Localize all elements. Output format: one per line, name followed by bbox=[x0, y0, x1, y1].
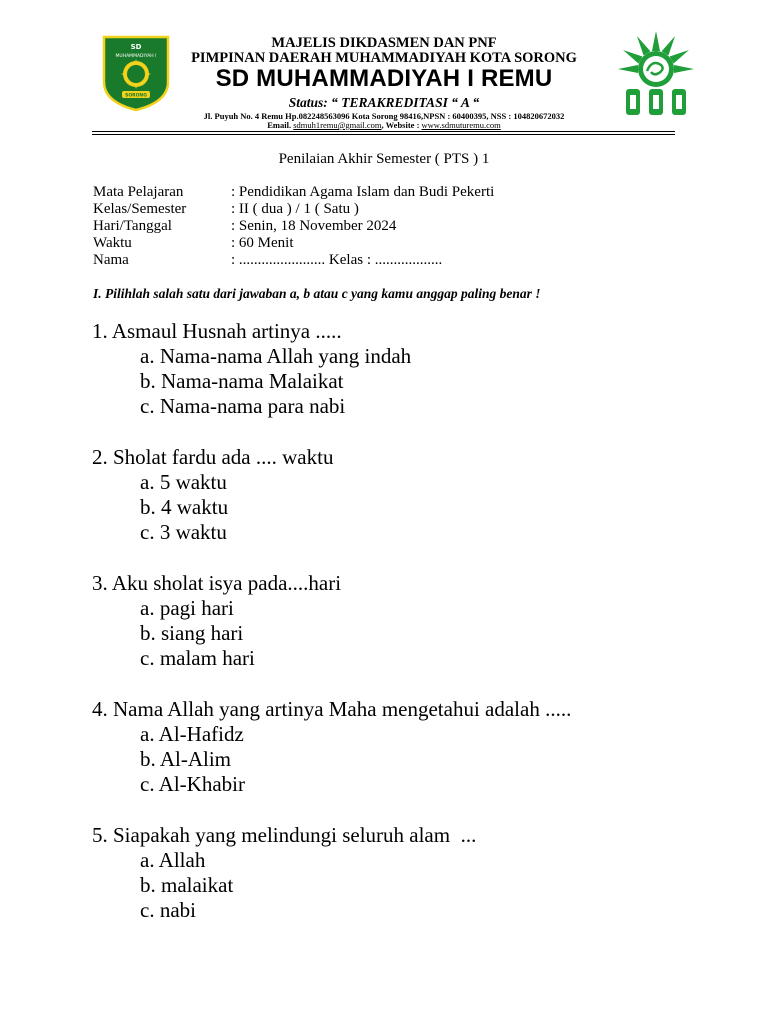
contact-line bbox=[0, 120, 768, 130]
info-row-class bbox=[93, 201, 494, 218]
website-link[interactable]: www.sdmuturemu.com bbox=[421, 120, 501, 130]
question-1-option-c: c. Nama-nama para nabi bbox=[140, 394, 346, 418]
logo-text-sd: SD bbox=[130, 43, 142, 51]
question-3-option-c: c. malam hari bbox=[140, 646, 255, 670]
question-2-option-c: c. 3 waktu bbox=[140, 520, 227, 544]
info-label: Mata Pelajaran bbox=[93, 184, 184, 200]
info-row-date bbox=[93, 218, 494, 235]
header-divider-thick bbox=[92, 131, 675, 132]
question-2-option-a: a. 5 waktu bbox=[140, 470, 227, 494]
question-4-option-a: a. Al-Hafidz bbox=[140, 722, 244, 746]
school-address: Jl. Puyuh No. 4 Remu Hp.082248563096 Kota Sorong 98416,NPSN : 60400395, NSS : 104820672032 bbox=[203, 111, 565, 121]
question-3-option-b: b. siang hari bbox=[140, 621, 244, 645]
info-value: : Pendidikan Agama Islam dan Budi Pekerti bbox=[231, 184, 495, 200]
question-4: 4. Nama Allah yang artinya Maha mengetahui adalah ..... bbox=[92, 697, 572, 721]
header-divider-thin bbox=[92, 134, 675, 135]
question-3: 3. Aku sholat isya pada....hari bbox=[92, 571, 342, 595]
info-value: : ....................... Kelas : .................. bbox=[231, 252, 443, 268]
logo-text-muhammadiyah: MUHAMMADIYAH I bbox=[115, 54, 157, 59]
info-value: : II ( dua ) / 1 ( Satu ) bbox=[231, 201, 359, 217]
question-5: 5. Siapakah yang melindungi seluruh alam ... bbox=[92, 823, 477, 847]
info-row-name bbox=[93, 252, 494, 269]
question-1-option-a: a. Nama-nama Allah yang indah bbox=[140, 344, 412, 368]
info-row-subject bbox=[93, 184, 494, 201]
exam-info-table bbox=[93, 184, 494, 269]
question-2: 2. Sholat fardu ada .... waktu bbox=[92, 445, 334, 469]
email-label: Email. bbox=[267, 120, 292, 130]
question-1-option-b: b. Nama-nama Malaikat bbox=[140, 369, 344, 393]
question-5-option-c: c. nabi bbox=[140, 898, 196, 922]
info-label: Kelas/Semester bbox=[93, 201, 187, 217]
question-1: 1. Asmaul Husnah artinya ..... bbox=[92, 319, 342, 343]
exam-title: Penilaian Akhir Semester ( PTS ) 1 bbox=[278, 151, 490, 167]
header-pimpinan: PIMPINAN DAERAH MUHAMMADIYAH KOTA SORONG bbox=[191, 50, 577, 66]
question-4-option-b: b. Al-Alim bbox=[140, 747, 232, 771]
school-name: SD MUHAMMADIYAH I REMU bbox=[215, 65, 553, 92]
question-3-option-a: a. pagi hari bbox=[140, 596, 234, 620]
website-label: , Website : bbox=[381, 120, 420, 130]
instruction-text: I. Pilihlah salah satu dari jawaban a, b atau c yang kamu anggap paling benar ! bbox=[93, 286, 541, 301]
info-value: : 60 Menit bbox=[231, 235, 294, 251]
info-label: Nama bbox=[93, 252, 129, 268]
logo-text-sorong: SORONG bbox=[125, 93, 147, 99]
info-value: : Senin, 18 November 2024 bbox=[231, 218, 397, 234]
info-label: Waktu bbox=[93, 235, 132, 251]
email-link[interactable]: sdmuh1remu@gmail.com bbox=[293, 120, 382, 130]
question-4-option-c: c. Al-Khabir bbox=[140, 772, 245, 796]
accreditation-status: Status: “ TERAKREDITASI “ A “ bbox=[288, 95, 480, 110]
question-2-option-b: b. 4 waktu bbox=[140, 495, 229, 519]
header-majelis: MAJELIS DIKDASMEN DAN PNF bbox=[271, 35, 497, 51]
question-5-option-b: b. malaikat bbox=[140, 873, 234, 897]
info-label: Hari/Tanggal bbox=[93, 218, 172, 234]
info-row-time bbox=[93, 235, 494, 252]
question-5-option-a: a. Allah bbox=[140, 848, 206, 872]
